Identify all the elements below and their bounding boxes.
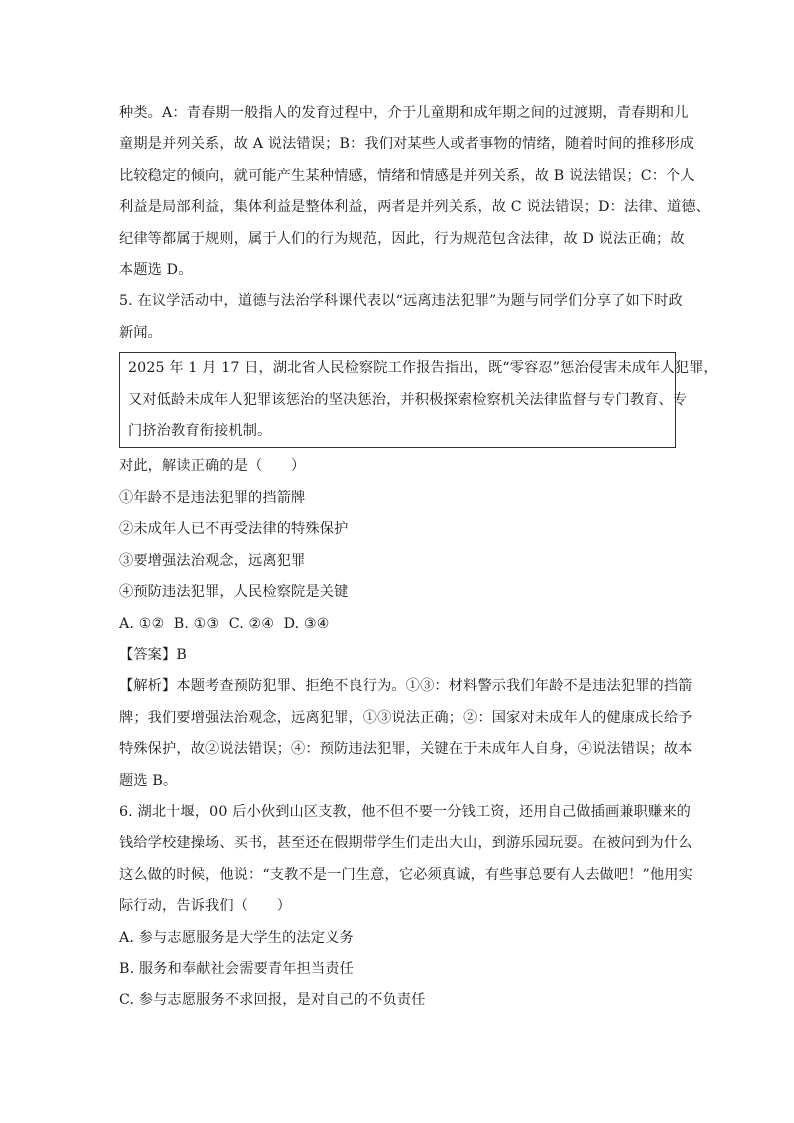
- question-6: [119, 797, 693, 1017]
- answer: 【答案】B: [119, 646, 187, 663]
- text-line: 本题选 D。: [119, 262, 193, 279]
- analysis-line: 【解析】本题考查预防犯罪、拒绝不良行为。①③：材料警示我们年龄不是违法犯罪的挡箭: [119, 678, 693, 695]
- analysis-line: 牌；我们要增强法治观念，远离犯罪，①③说法正确；②：国家对未成年人的健康成长给予: [119, 709, 693, 726]
- material-line: 门挤治教育衔接机制。: [128, 423, 272, 440]
- text-line: 种类。A：青春期一般指人的发育过程中，介于儿童期和成年期之间的过渡期，青春期和儿: [119, 105, 689, 121]
- question-6-stem: 6. 湖北十堰，00 后小伙到山区支教，他不但不要一分钱工资，还用自己做插画兼职赚来的: [119, 803, 691, 820]
- question-5-prompt: 对此，解读正确的是（ ）: [119, 458, 306, 475]
- material-line: 又对低龄未成年人犯罪该惩治的坚决惩治，并积极探索检察机关法律监督与专门教育、专: [128, 391, 688, 408]
- statement-4: ④预防违法犯罪，人民检察院是关键: [119, 584, 349, 601]
- answer-choices: A. ①② B. ①③ C. ②④ D. ③④: [119, 615, 330, 632]
- option-a: A. 参与志愿服务是大学生的法定义务: [119, 929, 354, 946]
- question-6-stem: 际行动，告诉我们（ ）: [119, 898, 292, 915]
- question-5-stem: 新闻。: [119, 324, 163, 341]
- text-line: 比较稳定的倾向，就可能产生某种情感，情绪和情感是并列关系，故 B 说法错误；C：个人: [119, 167, 695, 184]
- option-b: B. 服务和奉献社会需要青年担当责任: [119, 960, 354, 977]
- question-6-stem: 这么做的时候，他说：“支教不是一门生意，它必须真诚，有些事总要有人去做吧！”他用实: [119, 866, 693, 883]
- document-page: [119, 98, 718, 1017]
- news-material-box: [119, 352, 718, 448]
- question-5-stem: 5. 在议学活动中，道德与法治学科课代表以“远离违法犯罪”为题与同学们分享了如下时政: [119, 293, 683, 310]
- material-line: 2025 年 1 月 17 日，湖北省人民检察院工作报告指出，既“零容忍”惩治侵害未成年人犯罪，: [128, 360, 718, 377]
- option-c: C. 参与志愿服务不求回报，是对自己的不负责任: [119, 992, 426, 1009]
- text-line: 利益是局部利益，集体利益是整体利益，两者是并列关系，故 C 说法错误；D：法律、道德、: [119, 199, 711, 216]
- analysis-line: 特殊保护，故②说法错误；④：预防违法犯罪，关键在于未成年人自身，④说法错误；故本: [119, 741, 693, 758]
- statement-3: ③要增强法治观念，远离犯罪: [119, 552, 306, 569]
- text-line: 童期是并列关系，故 A 说法错误；B：我们对某些人或者事物的情绪，随着时间的推移形成: [119, 136, 695, 153]
- question-5: [119, 286, 718, 797]
- text-line: 纪律等都属于规则，属于人们的行为规范，因此，行为规范包含法律，故 D 说法正确；故: [119, 230, 685, 247]
- analysis-line: 题选 B。: [119, 772, 178, 789]
- statement-2: ②未成年人已不再受法律的特殊保护: [119, 521, 349, 538]
- question-6-stem: 钱给学校建操场、买书，甚至还在假期带学生们走出大山，到游乐园玩耍。在被问到为什么: [119, 835, 693, 852]
- previous-question-explanation: [119, 98, 711, 286]
- statement-1: ①年龄不是违法犯罪的挡箭牌: [119, 489, 306, 506]
